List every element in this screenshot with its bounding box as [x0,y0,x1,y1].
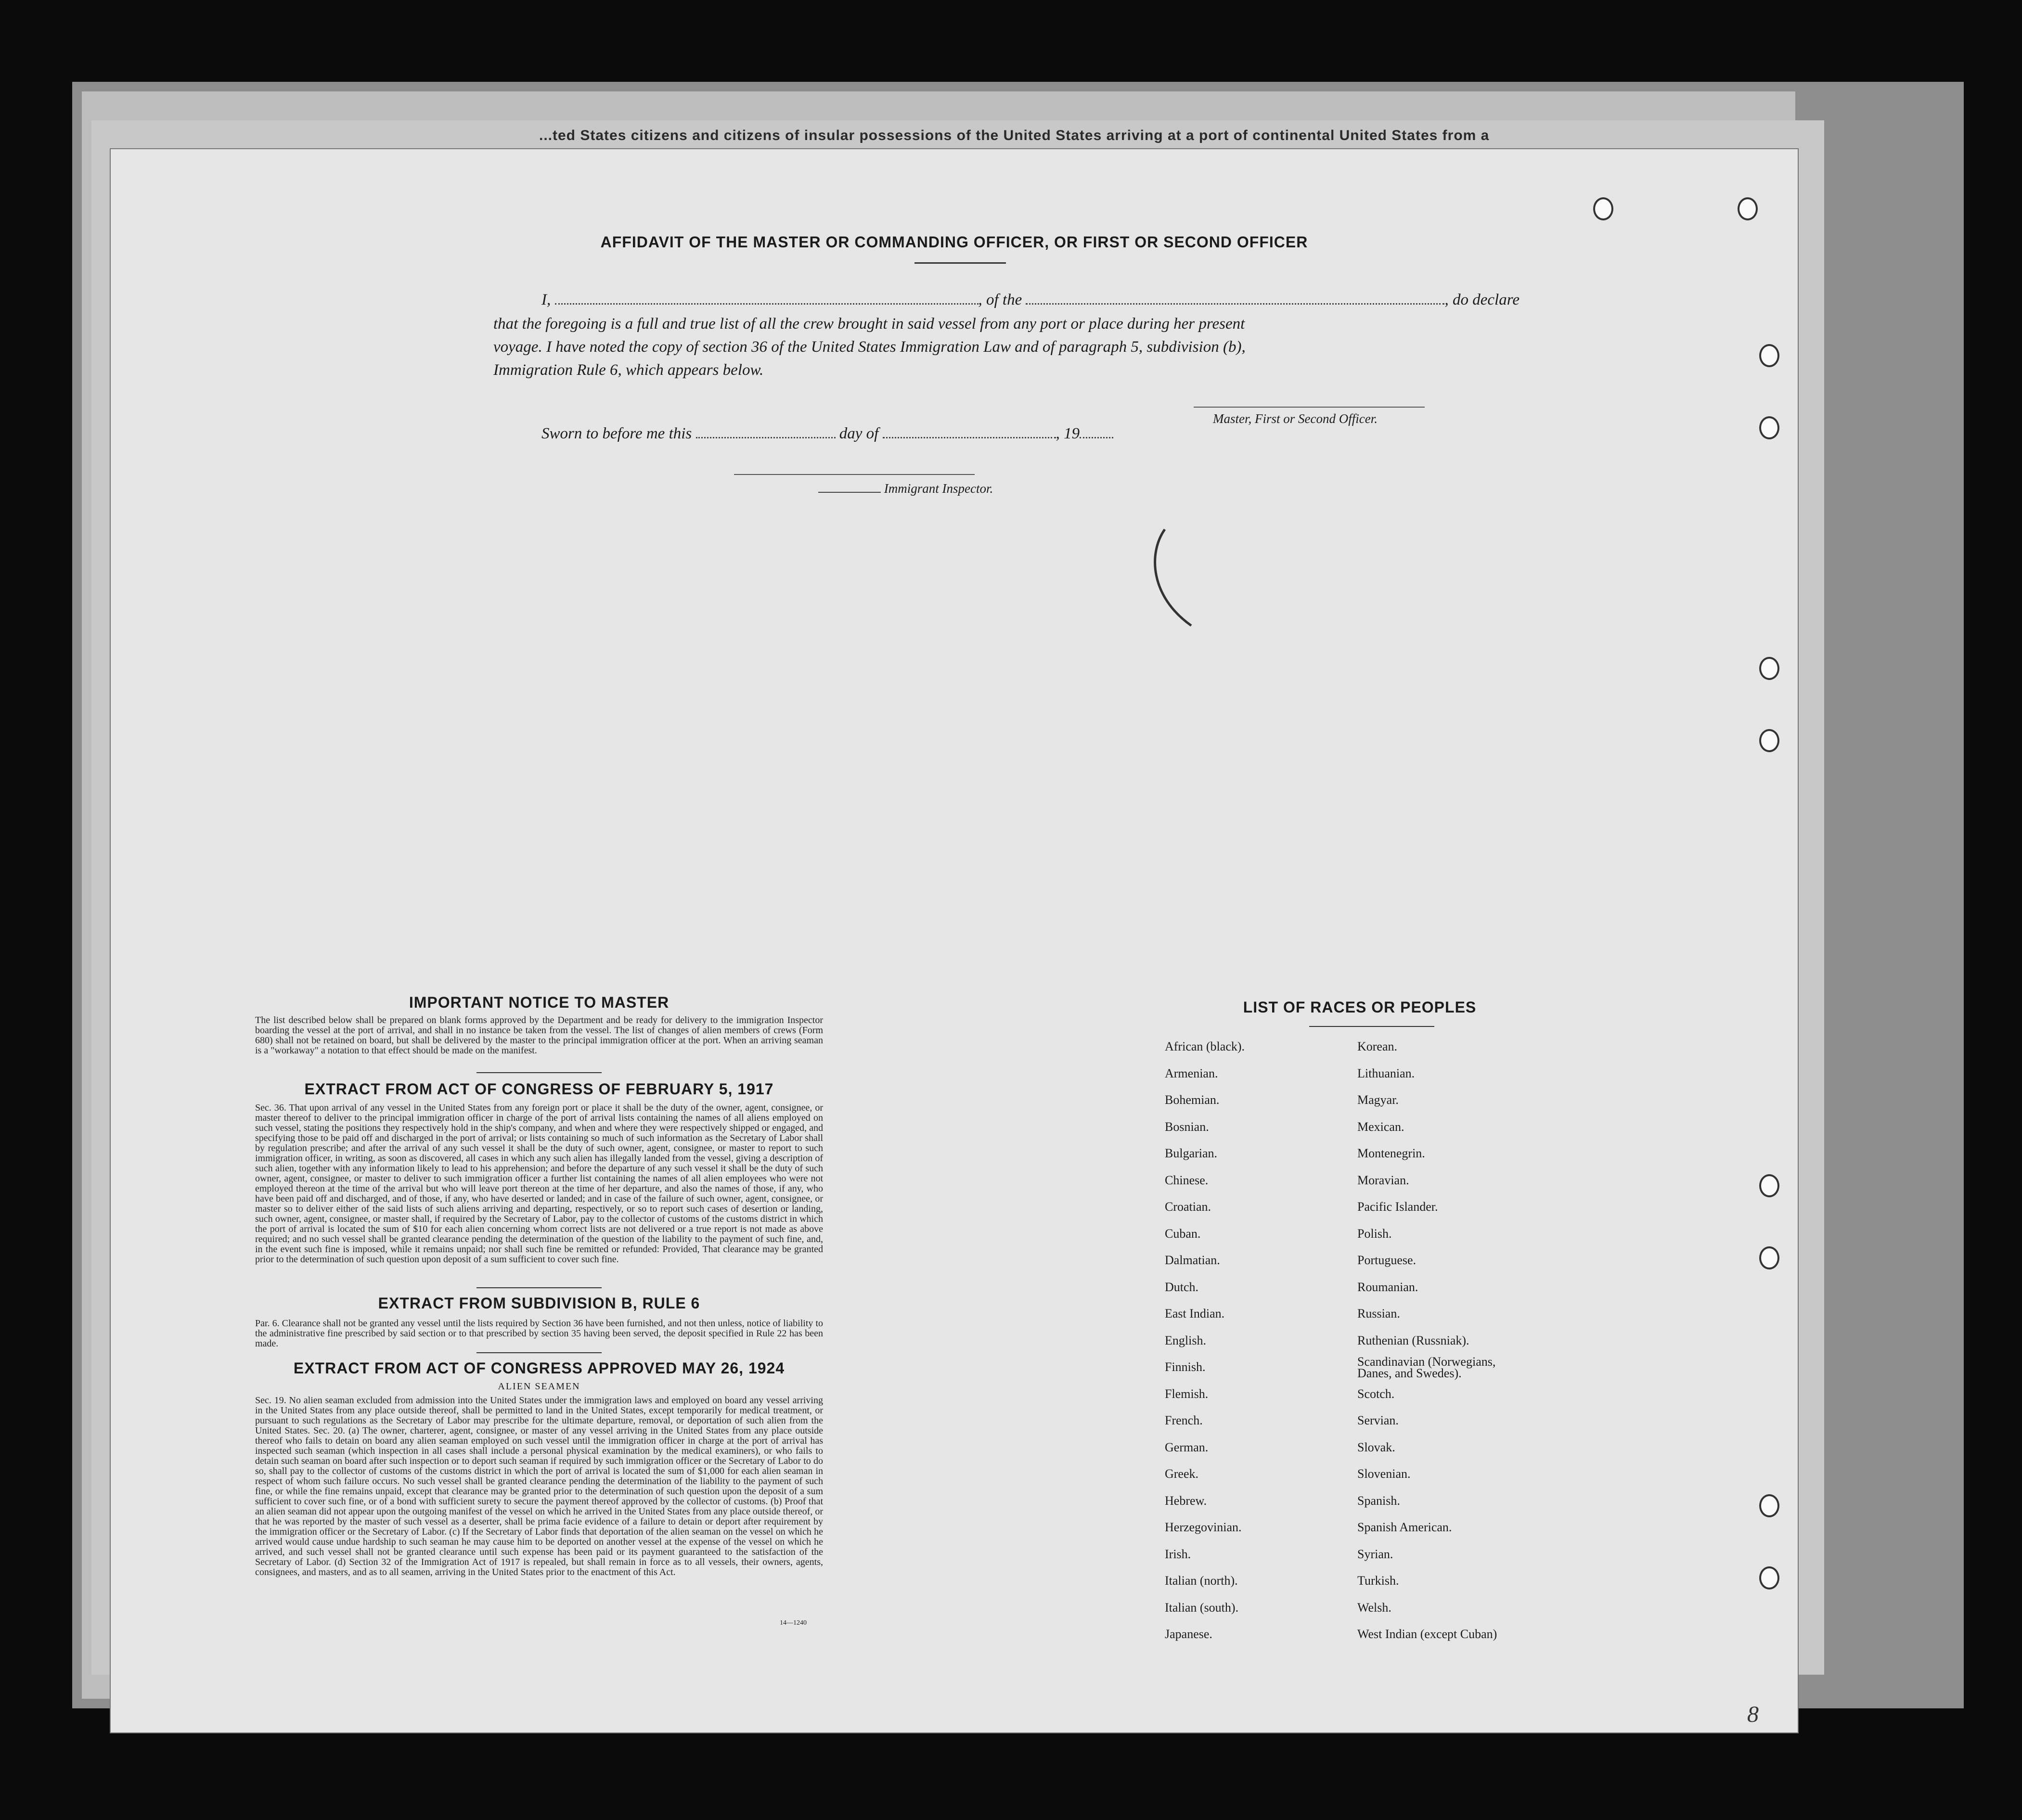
extract-1924-text: Sec. 19. No alien seaman excluded from admission into the United States under the immigration laws and employed on board any vessel arriving in the United States from any place outside thereof, shall be permitted to land in the United States, except temporarily for medical treatment, or pursuant to such regulations as the Secretary of Labor may prescribe for the ultimate departure, removal, or deportation of such alien from the United States. Sec. 20. (a) The owner, charterer, agent, consignee, or master of any vessel arriving in the United States from any place outside thereof who fails to detain on board any alien seaman employed on such vessel until the immigration officer in charge at the port of arrival has inspected such seaman (which inspection in all cases shall include a personal physical examination by the medical examiners), or who fails to detain such seaman on board after such inspection or to deport such seaman if required by such immigration officer or the Secretary of Labor to do so, shall pay to the collector of customs of the customs district in which the port of arrival is located the sum of $1,000 for each alien seaman in respect of whom such failure occurs. No such vessel shall be granted clearance pending the determination of the liability to the payment of such fine, or while the fine remains unpaid, except that clearance may be granted prior to the determination of such question upon the deposit of a sum sufficient to cover such fine, or of a bond with sufficient surety to secure the payment thereof approved by the collector of customs. (b) Proof that an alien seaman did not appear upon the outgoing manifest of the vessel on which he arrived in the United States from any place outside thereof, or that he was reported by the master of such vessel as a deserter, shall be prima facie evidence of a failure to detain or deport after requirement by the immigration officer or the Secretary of Labor. (c) If the Secretary of Labor finds that deportation of the alien seaman on the vessel on which he arrived would cause undue hardship to such seaman he may cause him to be deported on another vessel at the expense of the vessel on which he arrived, and such vessel shall not be granted clearance until such expense has been paid or its payment guaranteed to the satisfaction of the Secretary of Labor. (d) Section 32 of the Immigration Act of 1917 is repealed, but shall remain in force as to all vessels, their owners, agents, consignees, and masters, and as to all seamen, arriving in the United States prior to the enactment of this Act. [255,1395,823,1577]
bleed-through-header: ...ted States citizens and citizens of insular possessions of the United States arriving at a port of continental United States from a [539,128,1490,143]
race-item: Korean. [1357,1039,1398,1053]
master-signature-label: Master, First or Second Officer. [1213,411,1378,426]
race-item: Japanese. [1165,1627,1212,1641]
race-item: Magyar. [1357,1093,1399,1107]
race-item: French. [1165,1413,1203,1427]
race-item: West Indian (except Cuban) [1357,1627,1497,1641]
affidavit-line-3: voyage. I have noted the copy of section 36 of the United States Immigration Law and of paragraph 5, subdivision (b), [493,338,1246,356]
binding-hole [1759,344,1779,367]
form-number: 14—1240 [780,1619,807,1627]
race-item: Bohemian. [1165,1093,1220,1107]
race-item: Spanish American. [1357,1520,1452,1534]
races-left-column [1165,1039,1367,1713]
pencil-mark [1146,525,1203,630]
race-item: Scotch. [1357,1386,1395,1401]
race-item: Roumanian. [1357,1280,1418,1294]
divider [1309,1026,1434,1027]
divider [477,1072,602,1073]
sworn-line: Sworn to before me this day of , 19 [541,425,1113,443]
notice-title: IMPORTANT NOTICE TO MASTER [409,994,670,1011]
race-item: East Indian. [1165,1307,1225,1320]
signature-line [1194,407,1425,408]
extract-rule6-text: Par. 6. Clearance shall not be granted any vessel until the lists required by Section 36 have been furnished, and not then unless, notice of liability to the administrative fine prescribed by said section or to that prescribed by section 35 having been served, the deposit specified in Rule 22 has been made. [255,1318,823,1349]
race-item: African (black). [1165,1039,1245,1053]
race-item: Croatian. [1165,1200,1211,1214]
binding-hole [1738,197,1758,220]
race-item: Russian. [1357,1307,1400,1320]
divider [914,262,1006,264]
binding-hole [1759,1174,1779,1197]
race-item: German. [1165,1440,1209,1454]
race-item: Servian. [1357,1413,1399,1427]
binding-hole [1759,1494,1779,1517]
race-item: Dalmatian. [1165,1253,1220,1267]
race-item: Herzegovinian. [1165,1520,1242,1534]
manifest-page [111,149,1798,1732]
race-item: Scandinavian (Norwegians, Danes, and Swedes). [1357,1355,1496,1380]
race-item: Mexican. [1357,1119,1404,1134]
divider [477,1287,602,1288]
extract-1917-text: Sec. 36. That upon arrival of any vessel in the United States from any foreign port or place it shall be the duty of the owner, agent, consignee, or master thereof to deliver to the principal immigration officer in charge of the port of arrival lists containing the names of all aliens employed on such vessel, stating the positions they respectively hold in the ship's company, and when and where they were respectively shipped or engaged, and specifying those to be paid off and discharged in the port of arrival; or lists containing so much of such information as the Secretary of Labor shall by regulation prescribe; and after the arrival of any such vessel it shall be the duty of such owner, agent, consignee, or master to report to such immigration officer, in writing, as soon as discovered, all cases in which any such alien has illegally landed from the vessel, giving a description of such alien, together with any information likely to lead to his apprehension; and before the departure of any such vessel it shall be the duty of such owner, agent, consignee, or master to deliver to such immigration officer a further list containing the names of all alien employees who were not employed thereon at the time of the arrival but who will leave port thereon at the time of her departure, and also the names of those, if any, who have been paid off and discharged, and of those, if any, who have deserted or landed; and in case of the failure of such owner, agent, consignee, or master so to deliver either of the said lists of such aliens arriving and departing, respectively, or so to report such cases of desertion or landing, such owner, agent, consignee, or master shall, if required by the Secretary of Labor, pay to the collector of customs of the customs district in which the port of arrival is located the sum of $10 for each alien concerning whom correct lists are not delivered or a true report is not made as above required; and no such vessel shall be granted clearance pending the determination of the question of the liability to the payment of such fine, and, in the event such fine is imposed, while it remains unpaid; nor shall such fine be remitted or refunded: Provided, That clearance may be granted prior to the determination of such question upon deposit of a sum sufficient to cover such fine. [255,1102,823,1265]
race-item: Flemish. [1165,1386,1209,1401]
corner-page-mark: 8 [1747,1702,1759,1727]
race-item: Portuguese. [1357,1253,1417,1267]
affidavit-line-4: Immigration Rule 6, which appears below. [493,361,764,379]
race-item: Polish. [1357,1226,1392,1241]
notice-text: The list described below shall be prepared on blank forms approved by the Department and be ready for delivery to the immigration Inspector boarding the vessel at the port of arrival, and shall in no instance be taken from the vessel. The list of changes of alien members of crews (Form 680) shall not be retained on board, but shall be delivered by the master to the principal immigration officer at the port. When an arriving seaman is a "workaway" a notation to that effect should be made on the manifest. [255,1015,823,1056]
race-item: Turkish. [1357,1574,1399,1588]
binding-hole [1759,1246,1779,1269]
race-item: Italian (south). [1165,1600,1239,1615]
affidavit-line-1: I, , of the , do declare [541,291,1520,308]
inspector-signature-line [734,474,975,475]
race-item: Slovak. [1357,1440,1395,1454]
binding-hole [1759,416,1779,439]
race-item: Hebrew. [1165,1493,1207,1508]
race-item: Bosnian. [1165,1119,1209,1134]
binding-hole [1759,729,1779,752]
race-item: Chinese. [1165,1173,1209,1187]
race-item: Irish. [1165,1547,1191,1561]
race-item: Moravian. [1357,1173,1409,1187]
race-item: Lithuanian. [1357,1066,1415,1080]
divider [477,1352,602,1353]
race-item: Slovenian. [1357,1467,1411,1481]
race-item: Ruthenian (Russniak). [1357,1333,1469,1347]
race-item: Montenegrin. [1357,1146,1425,1160]
race-item: Dutch. [1165,1280,1199,1294]
race-item: Finnish. [1165,1360,1206,1374]
extract-1917-title: EXTRACT FROM ACT OF CONGRESS OF FEBRUARY 5, 1917 [304,1080,774,1098]
alien-seamen-subtitle: ALIEN SEAMEN [498,1381,580,1392]
race-item: Armenian. [1165,1066,1218,1080]
race-item: Bulgarian. [1165,1146,1218,1160]
affidavit-line-2: that the foregoing is a full and true list of all the crew brought in said vessel from any port or place during her present [493,315,1245,333]
race-item: English. [1165,1333,1206,1347]
races-title: LIST OF RACES OR PEOPLES [1243,999,1477,1016]
race-item: Italian (north). [1165,1574,1238,1588]
binding-hole [1759,657,1779,680]
race-item: Pacific Islander. [1357,1200,1438,1214]
race-item: Greek. [1165,1467,1199,1481]
race-item: Cuban. [1165,1226,1201,1241]
affidavit-title: AFFIDAVIT OF THE MASTER OR COMMANDING OFFICER, OR FIRST OR SECOND OFFICER [600,233,1308,251]
race-item: Syrian. [1357,1547,1393,1561]
race-item: Welsh. [1357,1600,1391,1615]
races-right-column [1357,1039,1559,1713]
extract-1924-title: EXTRACT FROM ACT OF CONGRESS APPROVED MAY 26, 1924 [293,1359,785,1377]
race-item: Spanish. [1357,1493,1400,1508]
binding-hole [1593,197,1613,220]
extract-rule6-title: EXTRACT FROM SUBDIVISION B, RULE 6 [378,1295,700,1312]
inspector-label: Immigrant Inspector. [818,481,993,496]
binding-hole [1759,1566,1779,1589]
